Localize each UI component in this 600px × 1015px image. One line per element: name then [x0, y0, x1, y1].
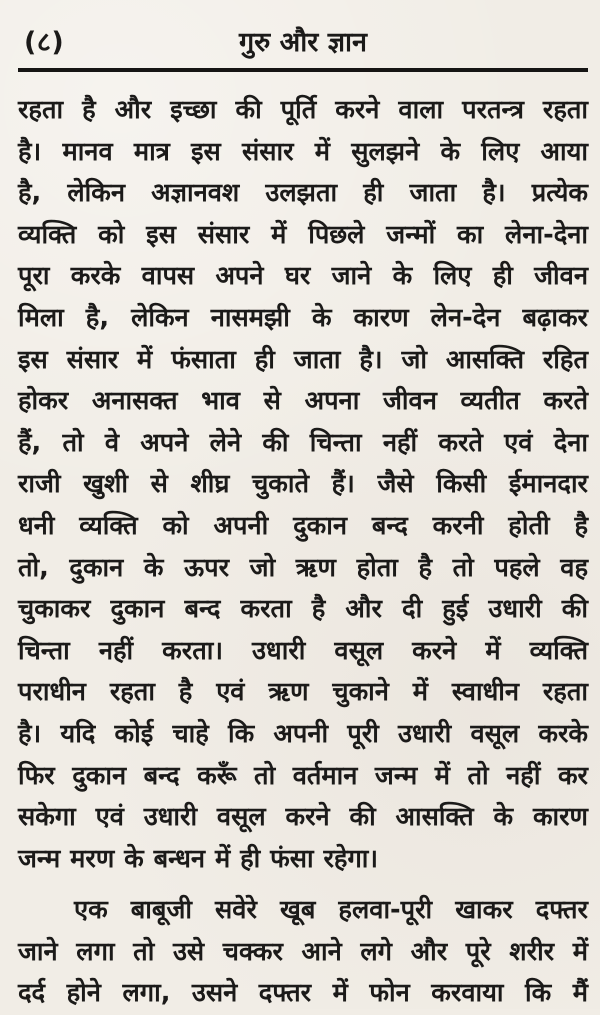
paragraph-1 [18, 90, 588, 880]
text-line: इस संसार में फंसाता ही जाता है। जो आसक्ति रहित [18, 344, 588, 375]
text-line: जन्म मरण के बन्धन में ही फंसा रहेगा। [18, 843, 379, 874]
text-line: है। मानव मात्र इस संसार में सुलझने के लिए आया [18, 136, 588, 167]
text-line: एक बाबूजी सवेरे खूब हलवा-पूरी खाकर दफ्तर [74, 895, 588, 926]
main-text [18, 90, 588, 1015]
page-number: (८) [24, 27, 65, 58]
text-line: पराधीन रहता है एवं ऋण चुकाने में स्वाधीन रहता [18, 677, 588, 708]
page-header [18, 26, 588, 60]
text-line: राजी खुशी से शीघ्र चुकाते हैं। जैसे किसी ईमानदार [18, 469, 588, 500]
text-line: पूरा करके वापस अपने घर जाने के लिए ही जीवन [18, 261, 588, 292]
text-line: मिला है, लेकिन नासमझी के कारण लेन-देन बढ़ाकर [18, 302, 588, 333]
text-line: होकर अनासक्त भाव से अपना जीवन व्यतीत करते [18, 386, 588, 417]
text-line: है, लेकिन अज्ञानवश उलझता ही जाता है। प्रत्येक [18, 178, 588, 209]
text-line: जाने लगा तो उसे चक्कर आने लगे और पूरे शरीर में [18, 936, 588, 967]
text-line: सकेगा एवं उधारी वसूल करने की आसक्ति के कारण [18, 802, 588, 833]
text-line: फिर दुकान बन्द करूँ तो वर्तमान जन्म में तो नहीं कर [18, 760, 588, 791]
text-line: है। यदि कोई चाहे कि अपनी पूरी उधारी वसूल करके [18, 718, 588, 749]
text-line: चिन्ता नहीं करता। उधारी वसूल करने में व्यक्ति [18, 635, 588, 666]
header-rule [18, 68, 588, 72]
paragraph-2 [18, 890, 588, 1015]
running-title: गुरु और ज्ञान [238, 27, 368, 58]
text-line: रहता है और इच्छा की पूर्ति करने वाला परतन्त्र रहता [18, 95, 588, 125]
text-line: चुकाकर दुकान बन्द करता है और दी हुई उधारी की [18, 594, 588, 625]
text-line: व्यक्ति को इस संसार में पिछले जन्मों का लेना-देना [18, 219, 588, 250]
text-line: हैं, तो वे अपने लेने की चिन्ता नहीं करते एवं देना [18, 427, 588, 458]
text-line: दर्द होने लगा, उसने दफ्तर में फोन करवाया कि मैं [18, 978, 588, 1009]
text-line: धनी व्यक्ति को अपनी दुकान बन्द करनी होती है [18, 510, 588, 541]
text-line: तो, दुकान के ऊपर जो ऋण होता है तो पहले वह [18, 552, 588, 583]
